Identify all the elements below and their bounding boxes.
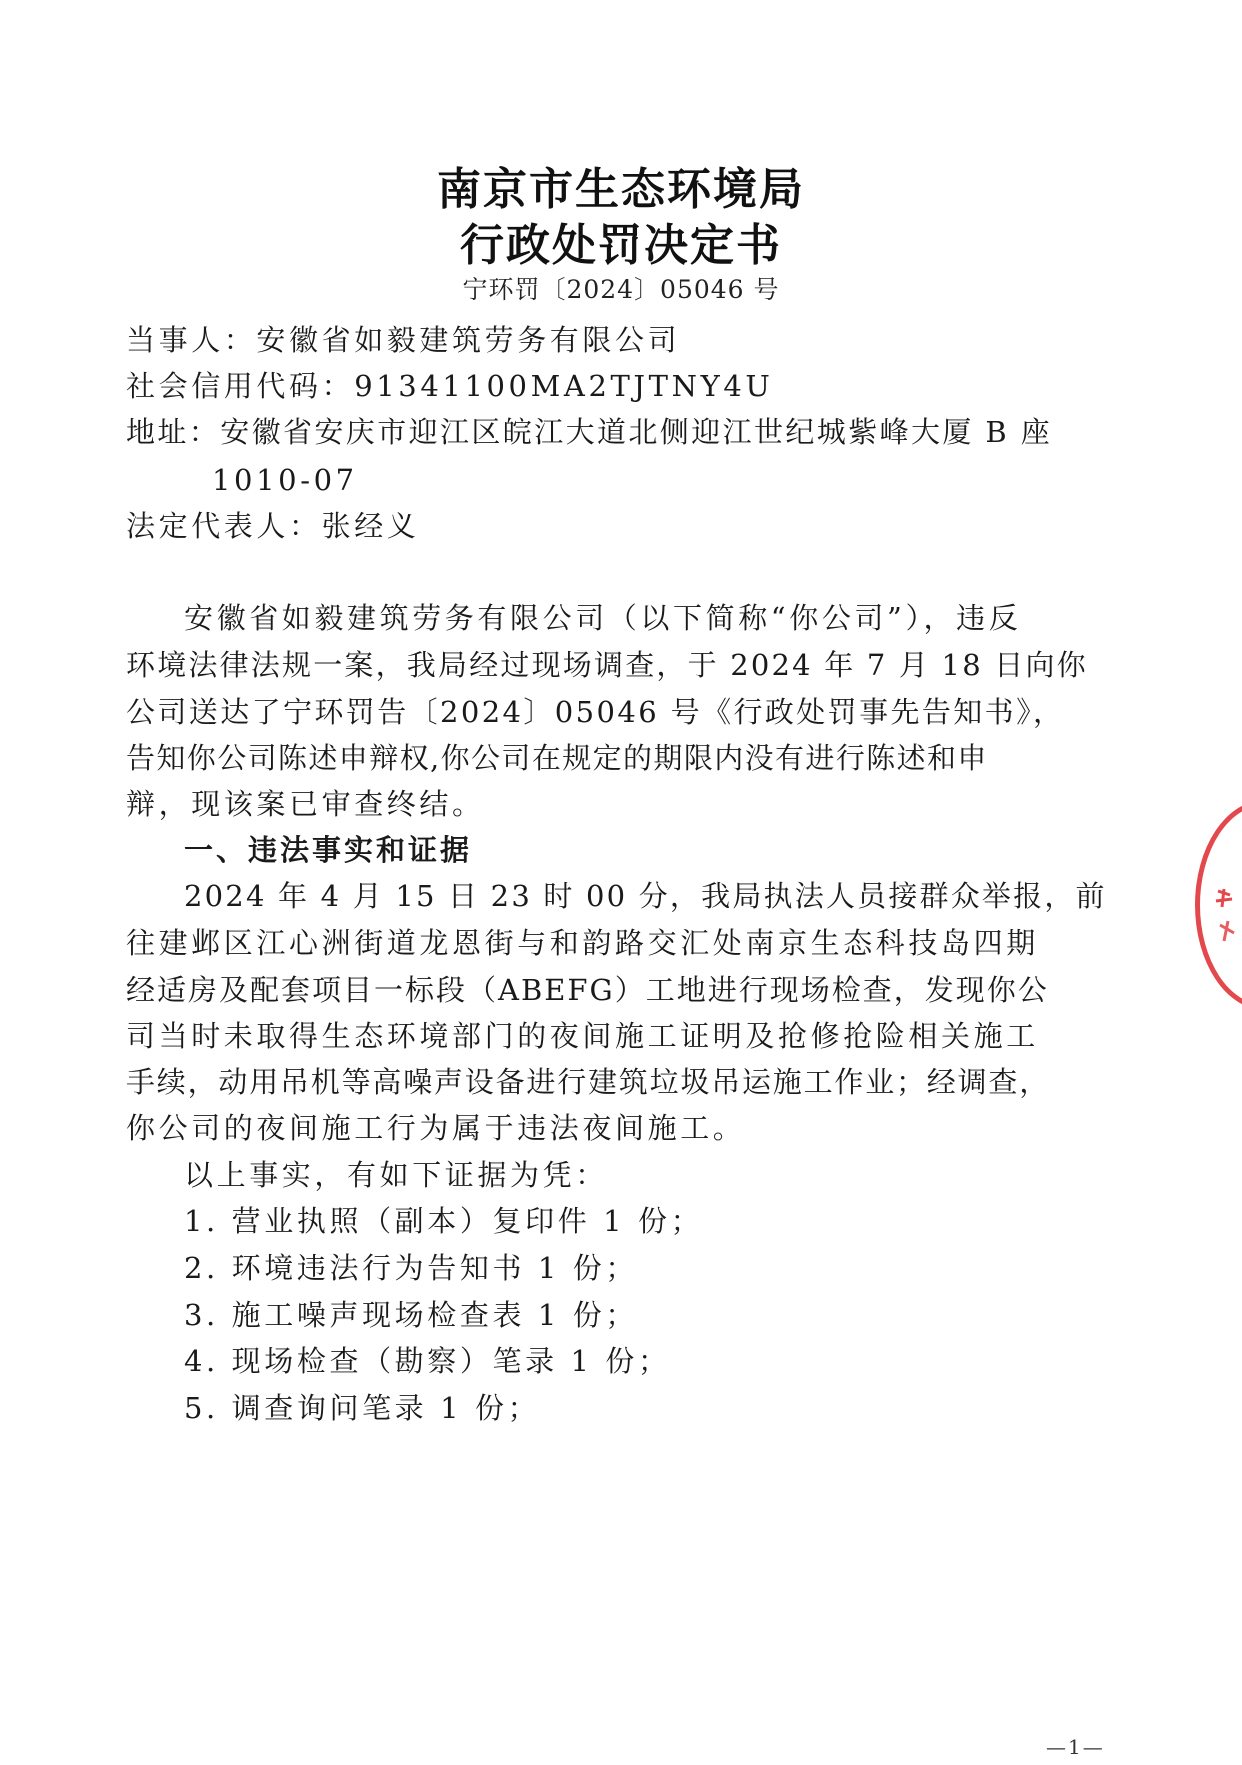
- document-type-title: 行政处罚决定书: [460, 220, 782, 271]
- fact-line: 你公司的夜间施工行为属于违法夜间施工。: [126, 1111, 746, 1145]
- evidence-item: 3. 施工噪声现场检查表 1 份；: [184, 1298, 638, 1332]
- fact-line: 手续，动用吊机等高噪声设备进行建筑垃圾吊运施工作业；经调查，: [126, 1065, 1051, 1099]
- evidence-item: 1. 营业执照（副本）复印件 1 份；: [184, 1204, 704, 1238]
- evidence-item: 5. 调查询问笔录 1 份；: [184, 1391, 541, 1425]
- fact-line: 经适房及配套项目一标段（ABEFG）工地进行现场检查，发现你公: [126, 973, 1049, 1007]
- intro-line: 安徽省如毅建筑劳务有限公司（以下简称“你公司”），违反: [184, 601, 1022, 635]
- intro-line: 辩，现该案已审查终结。: [126, 787, 485, 821]
- party-name: 当事人：安徽省如毅建筑劳务有限公司: [126, 323, 681, 357]
- address-line-2: 1010-07: [212, 463, 358, 497]
- seal-mark-icon: [1210, 885, 1242, 955]
- evidence-intro: 以上事实，有如下证据为凭：: [184, 1158, 608, 1192]
- intro-line: 环境法律法规一案，我局经过现场调查，于 2024 年 7 月 18 日向你: [126, 648, 1088, 682]
- evidence-item: 4. 现场检查（勘察）笔录 1 份；: [184, 1344, 671, 1378]
- fact-line: 2024 年 4 月 15 日 23 时 00 分，我局执法人员接群众举报，前: [184, 879, 1107, 913]
- page-number: —1—: [1046, 1735, 1105, 1759]
- section-heading: 一、违法事实和证据: [184, 833, 473, 867]
- credit-code: 社会信用代码：91341100MA2TJTNY4U: [126, 369, 774, 403]
- fact-line: 往建邺区江心洲街道龙恩街与和韵路交汇处南京生态科技岛四期: [126, 926, 1039, 960]
- evidence-item: 2. 环境违法行为告知书 1 份；: [184, 1251, 638, 1285]
- intro-line: 告知你公司陈述申辩权,你公司在规定的期限内没有进行陈述和申: [126, 741, 988, 775]
- document-number: 宁环罚〔2024〕05046 号: [462, 275, 780, 304]
- agency-title: 南京市生态环境局: [437, 164, 805, 215]
- legal-representative: 法定代表人：张经义: [126, 509, 420, 543]
- address-line-1: 地址：安徽省安庆市迎江区皖江大道北侧迎江世纪城紫峰大厦 B 座: [126, 415, 1053, 449]
- intro-line: 公司送达了宁环罚告〔2024〕05046 号《行政处罚事先告知书》，: [126, 695, 1065, 729]
- fact-line: 司当时未取得生态环境部门的夜间施工证明及抢修抢险相关施工: [126, 1019, 1039, 1053]
